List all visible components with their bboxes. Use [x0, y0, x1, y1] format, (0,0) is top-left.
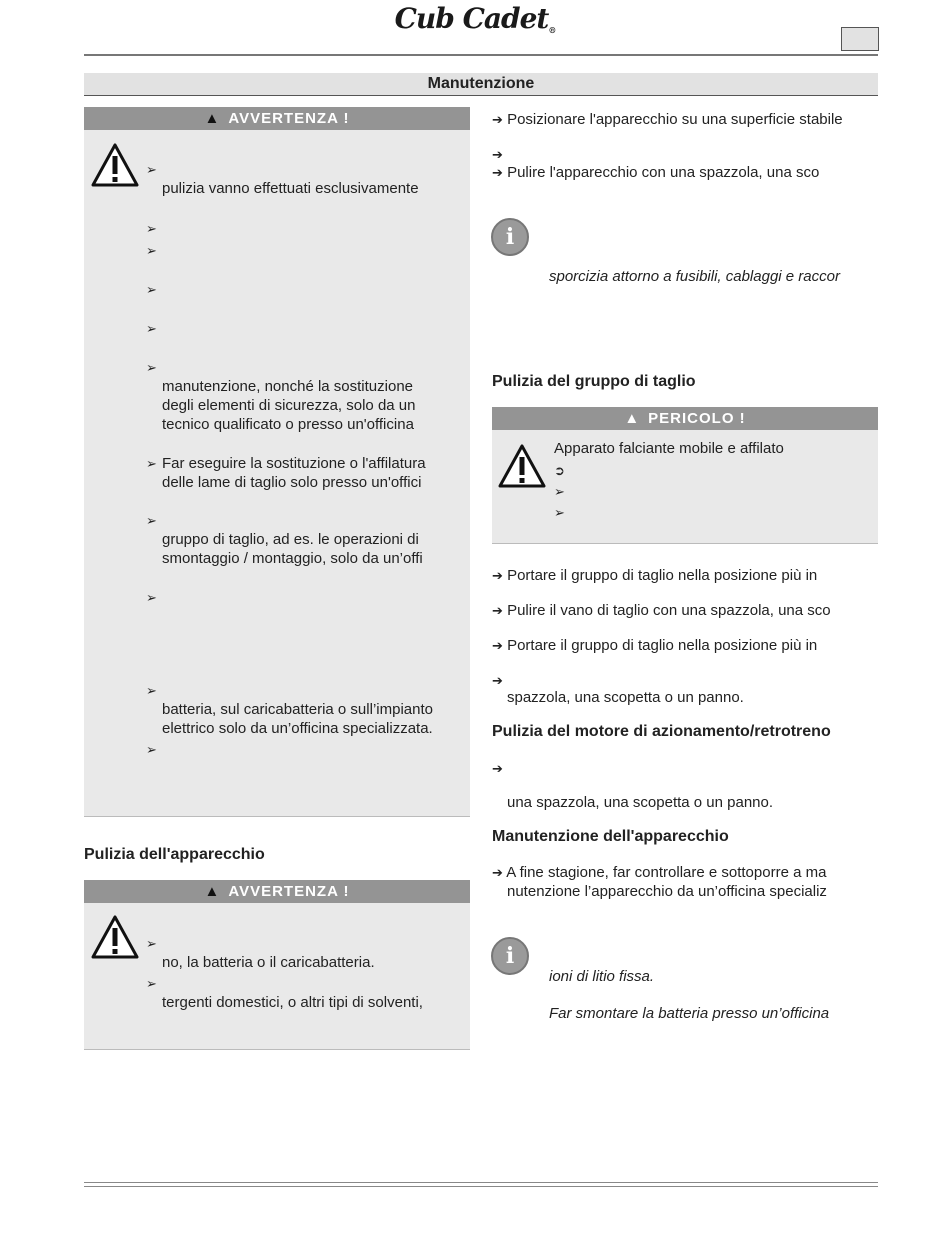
motor-heading: Pulizia del motore di azionamento/retrotreno	[492, 723, 831, 740]
info-text: Far smontare la batteria presso un’officina	[549, 1005, 830, 1022]
motor-step: ➔	[492, 761, 503, 776]
warning-small-icon: ▲	[624, 410, 641, 427]
info-text: ioni di litio fissa.	[549, 968, 655, 985]
bullet-1: ➢	[146, 162, 157, 177]
bullet-5: ➢	[146, 321, 157, 336]
warning-line: smontaggio / montaggio, solo da un’offi	[162, 550, 423, 567]
footer-rule	[84, 1182, 878, 1183]
warning-triangle-icon	[90, 914, 140, 960]
bullet-3: ➢	[146, 243, 157, 258]
step-top-3: ➔ Pulire l'apparecchio con una spazzola, una sco	[492, 164, 820, 181]
danger-box-header	[492, 407, 878, 430]
warning-line: gruppo di taglio, ad es. le operazioni di	[162, 531, 419, 548]
cleaning-line: no, la batteria o il caricabatteria.	[162, 954, 375, 971]
page-number-box	[841, 27, 879, 51]
danger-bullet-3: ➢	[554, 505, 565, 520]
cutting-step: ➔ Portare il gruppo di taglio nella posizione più in	[492, 637, 818, 654]
brand-logo	[0, 2, 950, 35]
warning-triangle-icon	[90, 142, 140, 188]
bullet-10: ➢	[146, 683, 157, 698]
cutting-step-4-text: spazzola, una scopetta o un panno.	[507, 689, 744, 706]
step-top-2: ➔	[492, 147, 503, 162]
cleaning-warning-header	[84, 880, 470, 903]
bullet-7: ➢	[146, 456, 157, 471]
danger-bullet-1: ➲	[554, 463, 565, 478]
warning-line: tecnico qualificato o presso un'officina	[162, 416, 414, 433]
warning-small-icon: ▲	[204, 883, 221, 900]
warning-line: degli elementi di sicurezza, solo da un	[162, 397, 416, 414]
cutting-step: ➔ Pulire il vano di taglio con una spazzola, una sco	[492, 602, 831, 619]
warning-line: delle lame di taglio solo presso un'offici	[162, 474, 422, 491]
bullet-8: ➢	[146, 513, 157, 528]
warning-line: batteria, sul caricabatteria o sull’impianto	[162, 701, 433, 718]
warning-small-icon: ▲	[204, 110, 221, 127]
maintenance-heading: Manutenzione dell'apparecchio	[492, 828, 729, 845]
info-icon: i	[491, 937, 529, 975]
danger-heading: PERICOLO !	[648, 410, 746, 427]
header-rule	[84, 54, 878, 56]
step-top-1: ➔ Posizionare l'apparecchio su una superficie stabile	[492, 111, 843, 128]
warning-line: manutenzione, nonché la sostituzione	[162, 378, 414, 395]
bullet-c1: ➢	[146, 936, 157, 951]
bullet-11: ➢	[146, 742, 157, 757]
cutting-step: ➔ Portare il gruppo di taglio nella posizione più in	[492, 567, 818, 584]
cleaning-warning-heading: AVVERTENZA !	[228, 883, 350, 900]
danger-line: Apparato falciante mobile e affilato	[554, 440, 784, 457]
cutting-step-4: ➔	[492, 673, 503, 688]
registered-mark: ®	[548, 25, 556, 35]
motor-step-text: una spazzola, una scopetta o un panno.	[507, 794, 774, 811]
cleaning-heading: Pulizia dell'apparecchio	[84, 846, 265, 863]
warning-line: elettrico solo da un’officina specializzata.	[162, 720, 433, 737]
danger-bullet-2: ➢	[554, 484, 565, 499]
info-icon: i	[491, 218, 529, 256]
warning-line: Far eseguire la sostituzione o l'affilatura	[162, 455, 426, 472]
bullet-9: ➢	[146, 590, 157, 605]
bullet-c2: ➢	[146, 976, 157, 991]
footer-rule	[84, 1186, 878, 1187]
section-title: Manutenzione	[84, 73, 878, 96]
warning-line: pulizia vanno effettuati esclusivamente	[162, 180, 419, 197]
brand-name: Cub Cadet	[394, 2, 549, 35]
cutting-heading: Pulizia del gruppo di taglio	[492, 373, 696, 390]
maintenance-step: ➔ A fine stagione, far controllare e sottoporre a ma	[492, 864, 827, 881]
maintenance-step-cont: nutenzione l’apparecchio da un’officina specializ	[507, 883, 827, 900]
warning-triangle-icon	[497, 443, 547, 489]
bullet-6: ➢	[146, 360, 157, 375]
cleaning-line: tergenti domestici, o altri tipi di solventi,	[162, 994, 423, 1011]
warning-heading: AVVERTENZA !	[228, 110, 350, 127]
bullet-2: ➢	[146, 221, 157, 236]
bullet-4: ➢	[146, 282, 157, 297]
warning-box-header	[84, 107, 470, 130]
info-text: sporcizia attorno a fusibili, cablaggi e raccor	[549, 268, 840, 285]
danger-box	[492, 407, 878, 544]
